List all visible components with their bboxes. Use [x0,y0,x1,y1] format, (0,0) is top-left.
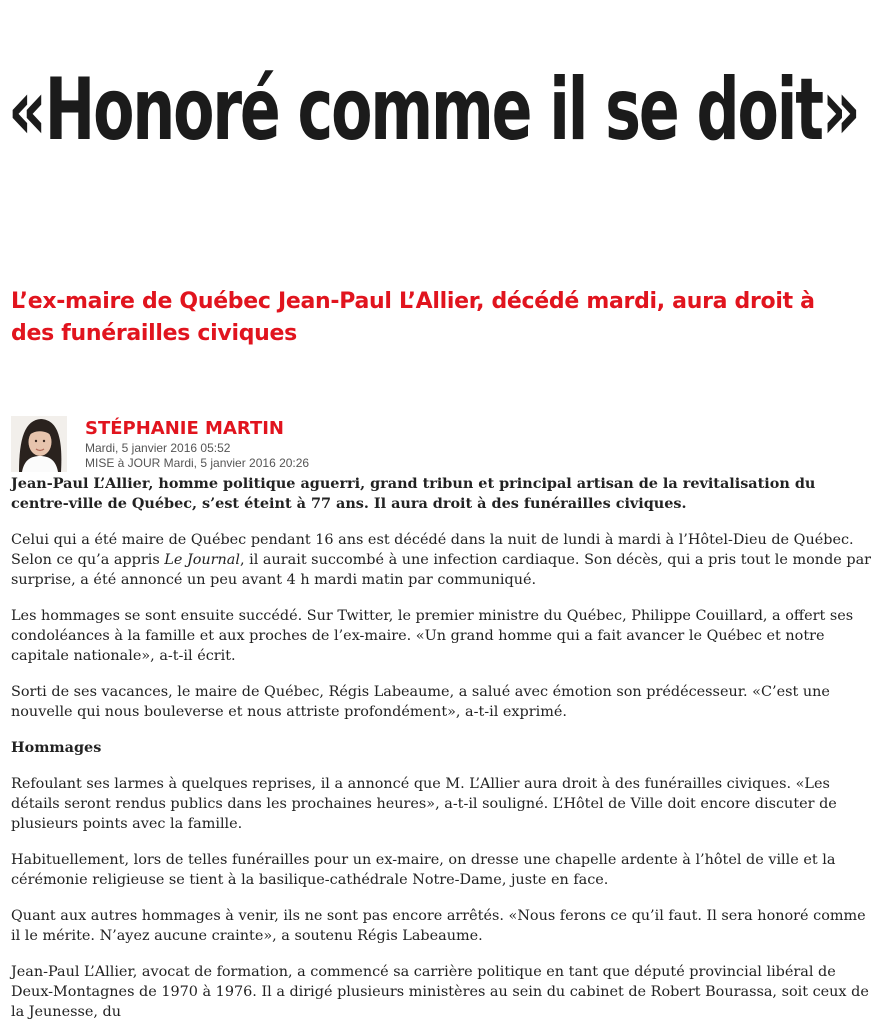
author-portrait-icon [11,416,67,472]
article-headline: «Honoré comme il se doit» [8,60,859,160]
article-lead: Jean-Paul L’Allier, homme politique aguerri, grand tribun et principal artisan de la revitalisation du centre-ville de Québec, s’est éteint à 77 ans. Il aura droit à des funérailles civiques. [11,475,816,512]
article-paragraph: Sorti de ses vacances, le maire de Québec, Régis Labeaume, a salué avec émotion son prédécesseur. «C’est une nouvelle qui nous bouleverse et nous attriste profondément», a-t-il exprimé. [11,684,830,720]
article-paragraph: Les hommages se sont ensuite succédé. Sur Twitter, le premier ministre du Québec, Philippe Couillard, a offert ses condoléances à la famille et aux proches de l’ex-maire. «Un grand homme qui a fait avancer le Québec et notre capitale nationale», a-t-il écrit. [11,608,854,664]
article-paragraph: Quant aux autres hommages à venir, ils ne sont pas encore arrêtés. «Nous ferons ce qu’il faut. Il sera honoré comme il le mérite. N’ayez aucune crainte», a soutenu Régis Labeaume. [11,908,866,944]
section-heading: Hommages [11,739,102,756]
author-avatar[interactable] [11,416,67,472]
updated-date: MISE à JOUR Mardi, 5 janvier 2016 20:26 [85,456,310,470]
article-subheadline: L’ex-maire de Québec Jean-Paul L’Allier, décédé mardi, aura droit à des funérailles civiques [11,289,815,346]
publication-name: Le Journal [164,552,240,568]
article-paragraph: Jean-Paul L’Allier, avocat de formation, a commencé sa carrière politique en tant que député provincial libéral de Deux-Montagnes de 1970 à 1976. Il a dirigé plusieurs ministères au sein du cabinet de Robert Bourassa, soit ceux de la Jeunesse, du [11,964,869,1020]
article-body [11,474,877,1024]
article-paragraph: Habituellement, lors de telles funérailles pour un ex-maire, on dresse une chapelle ardente à l’hôtel de ville et la cérémonie religieuse se tient à la basilique-cathédrale Notre-Dame, juste en face. [11,852,836,888]
published-date: Mardi, 5 janvier 2016 05:52 [85,441,231,455]
paragraph-text: Celui qui a été maire de Québec pendant 16 ans est décédé dans la nuit de lundi à mardi à l’Hôtel-Dieu de Québec. Selon ce qu’a appris [11,532,854,568]
article-paragraph: Refoulant ses larmes à quelques reprises, il a annoncé que M. L’Allier aura droit à des funérailles civiques. «Les détails seront rendus publics dans les prochaines heures», a-t-il souligné. L’Hôtel de Ville doit encore discuter de plusieurs points avec la famille. [11,776,837,832]
article-paragraph [11,530,877,590]
author-name-link[interactable]: STÉPHANIE MARTIN [85,418,284,439]
paragraph-text: , il aurait succombé à une infection cardiaque. Son décès, qui a pris tout le monde par surprise, a été annoncé un peu avant 4 h mardi matin par communiqué. [11,552,872,588]
author-byline [11,416,871,472]
